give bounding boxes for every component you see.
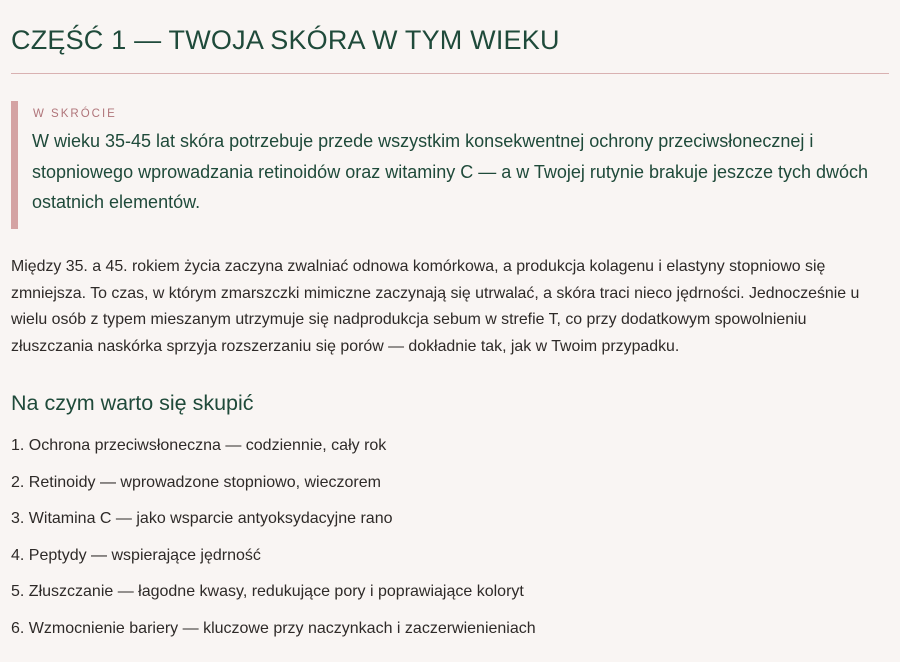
list-item: 5. Złuszczanie — łagodne kwasy, redukujące pory i poprawiające koloryt bbox=[11, 583, 524, 601]
summary-callout bbox=[11, 101, 871, 229]
callout-kicker: W SKRÓCIE bbox=[33, 108, 117, 120]
focus-heading: Na czym warto się skupić bbox=[11, 391, 254, 415]
title-divider bbox=[11, 73, 889, 74]
list-item: 3. Witamina C — jako wsparcie antyoksydacyjne rano bbox=[11, 510, 393, 528]
focus-list bbox=[11, 434, 536, 654]
callout-accent-bar bbox=[11, 101, 18, 229]
callout-text: W wieku 35-45 lat skóra potrzebuje przede wszystkim konsekwentnej ochrony przeciwsłonecznej i stopniowego wprowadzania retinoidów oraz witaminy C — a w Twojej rutynie brakuje jeszcze tych dwóch ostatnich elementów. bbox=[32, 131, 869, 212]
list-item: 2. Retinoidy — wprowadzone stopniowo, wieczorem bbox=[11, 473, 381, 491]
body-paragraph: Między 35. a 45. rokiem życia zaczyna zwalniać odnowa komórkowa, a produkcja kolagenu i elastyny stopniowo się zmniejsza. To czas, w którym zmarszczki mimiczne zaczynają się utrwalać, a skóra traci nieco jędrności. Jednocześnie u wielu osób z typem mieszanym utrzymuje się nadprodukcja sebum w strefie T, co przy dodatkowym spowolnieniu złuszczania naskórka sprzyja rozszerzaniu się porów — dokładnie tak, jak w Twoim przypadku. bbox=[11, 258, 860, 355]
section-title: CZĘŚĆ 1 — TWOJA SKÓRA W TYM WIEKU bbox=[11, 25, 560, 55]
list-item: 4. Peptydy — wspierające jędrność bbox=[11, 546, 261, 564]
list-item: 1. Ochrona przeciwsłoneczna — codziennie, cały rok bbox=[11, 437, 387, 454]
list-item: 6. Wzmocnienie bariery — kluczowe przy naczynkach i zaczerwienieniach bbox=[11, 619, 536, 637]
